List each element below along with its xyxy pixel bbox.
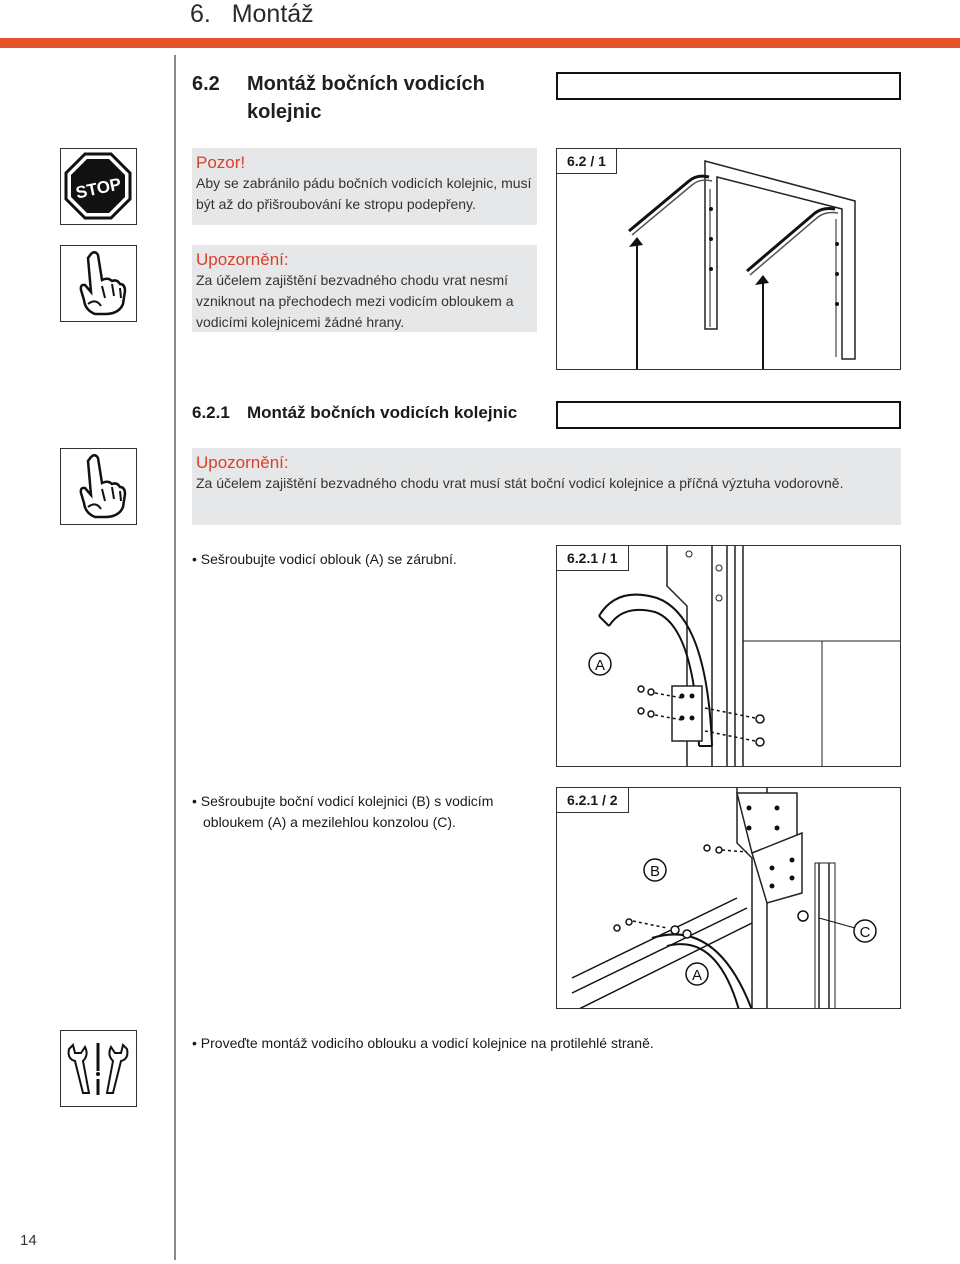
warning-text-1: Za účelem zajištění bezvadného chodu vrat nesmí vzniknout na přechodech mezi vodicím obloukem a vodicími kolejnicemi žádné hrany. bbox=[196, 272, 514, 330]
figure-label: 6.2.1 / 2 bbox=[557, 788, 629, 813]
section-title-line1: Montáž bočních vodicích bbox=[247, 73, 485, 95]
callout-a: A bbox=[691, 967, 703, 984]
step-2-text-line2: obloukem (A) a mezilehlou konzolou (C). bbox=[203, 814, 456, 830]
warning-box-2 bbox=[192, 448, 901, 525]
variant-cell: NSD bbox=[787, 74, 825, 98]
stop-icon-box bbox=[60, 148, 137, 225]
two-wrenches-icon bbox=[61, 1031, 135, 1105]
step-3-text: • Proveďte montáž vodicího oblouku a vodicí kolejnice na protilehlé straně. bbox=[192, 1035, 654, 1051]
caution-box bbox=[192, 148, 537, 225]
figure-6-2-1-1 bbox=[556, 545, 901, 767]
variant-cell: HLU bbox=[710, 74, 748, 98]
step-2-text-line1: • Sešroubujte boční vodicí kolejnici (B) s vodicím bbox=[192, 793, 494, 809]
margin-rule bbox=[174, 55, 176, 1260]
variant-cell: HLU bbox=[710, 403, 748, 427]
step-2-text bbox=[192, 791, 493, 833]
variant-cell bbox=[825, 403, 863, 427]
figure-6-2-1 bbox=[556, 148, 901, 370]
variant-cell bbox=[672, 403, 710, 427]
callout-a: A bbox=[594, 657, 606, 674]
variant-cell bbox=[863, 403, 899, 427]
warning-heading-2: Upozornění: bbox=[196, 453, 289, 472]
variant-cell: HL bbox=[634, 403, 672, 427]
variant-bar-sub bbox=[556, 401, 901, 429]
variant-cell bbox=[596, 403, 634, 427]
caution-text: Aby se zabránilo pádu bočních vodicích kolejnic, musí být až do přišroubování ke stropu podepřeny. bbox=[196, 175, 532, 212]
warning-box-1 bbox=[192, 245, 537, 332]
figure-label: 6.2.1 / 1 bbox=[557, 546, 629, 571]
warning-icon-box bbox=[60, 245, 137, 322]
page-number: 14 bbox=[20, 1232, 37, 1249]
subsection-title-text: Montáž bočních vodicích kolejnic bbox=[247, 403, 518, 422]
section-title bbox=[192, 70, 485, 126]
caution-heading: Pozor! bbox=[196, 153, 246, 172]
chapter-title bbox=[190, 0, 314, 29]
variant-cell bbox=[749, 403, 787, 427]
warning-icon-box bbox=[60, 448, 137, 525]
variant-cell: NSH bbox=[749, 74, 787, 98]
section-number: 6.2 bbox=[192, 73, 220, 95]
variant-bar-top bbox=[556, 72, 901, 100]
stop-sign-icon bbox=[61, 149, 135, 223]
variant-cell: HL bbox=[634, 74, 672, 98]
section-title-line2: kolejnic bbox=[247, 101, 322, 123]
variant-cell: ND bbox=[596, 74, 634, 98]
callout-c: C bbox=[859, 924, 871, 941]
variant-cell: N bbox=[558, 403, 596, 427]
subsection-number: 6.2.1 bbox=[192, 403, 230, 422]
step-1-text: • Sešroubujte vodicí oblouk (A) se zárubní. bbox=[192, 551, 457, 567]
callout-b: B bbox=[649, 863, 661, 880]
variant-cell bbox=[863, 74, 899, 98]
figure-6-2-1-2 bbox=[556, 787, 901, 1009]
variant-cell: N bbox=[558, 74, 596, 98]
variant-cell bbox=[787, 403, 825, 427]
header-rule bbox=[0, 38, 960, 48]
chapter-name: Montáž bbox=[231, 0, 314, 28]
pointing-hand-icon bbox=[61, 246, 135, 320]
stop-sign-text: STOP bbox=[74, 174, 123, 203]
chapter-number: 6. bbox=[190, 0, 211, 28]
subsection-title bbox=[192, 403, 517, 423]
warning-text-2: Za účelem zajištění bezvadného chodu vrat musí stát boční vodicí kolejnice a příčná výztuha vodorovně. bbox=[196, 475, 844, 491]
figure-rail-assembly-drawing bbox=[557, 788, 901, 1009]
variant-cell: HLD bbox=[672, 74, 710, 98]
figure-arc-drawing bbox=[557, 546, 901, 767]
pointing-hand-icon bbox=[61, 449, 135, 523]
variant-cell bbox=[825, 74, 863, 98]
figure-rails-drawing bbox=[557, 149, 901, 370]
opposite-side-icon-box bbox=[60, 1030, 137, 1107]
warning-heading-1: Upozornění: bbox=[196, 250, 289, 269]
figure-label: 6.2 / 1 bbox=[557, 149, 617, 174]
